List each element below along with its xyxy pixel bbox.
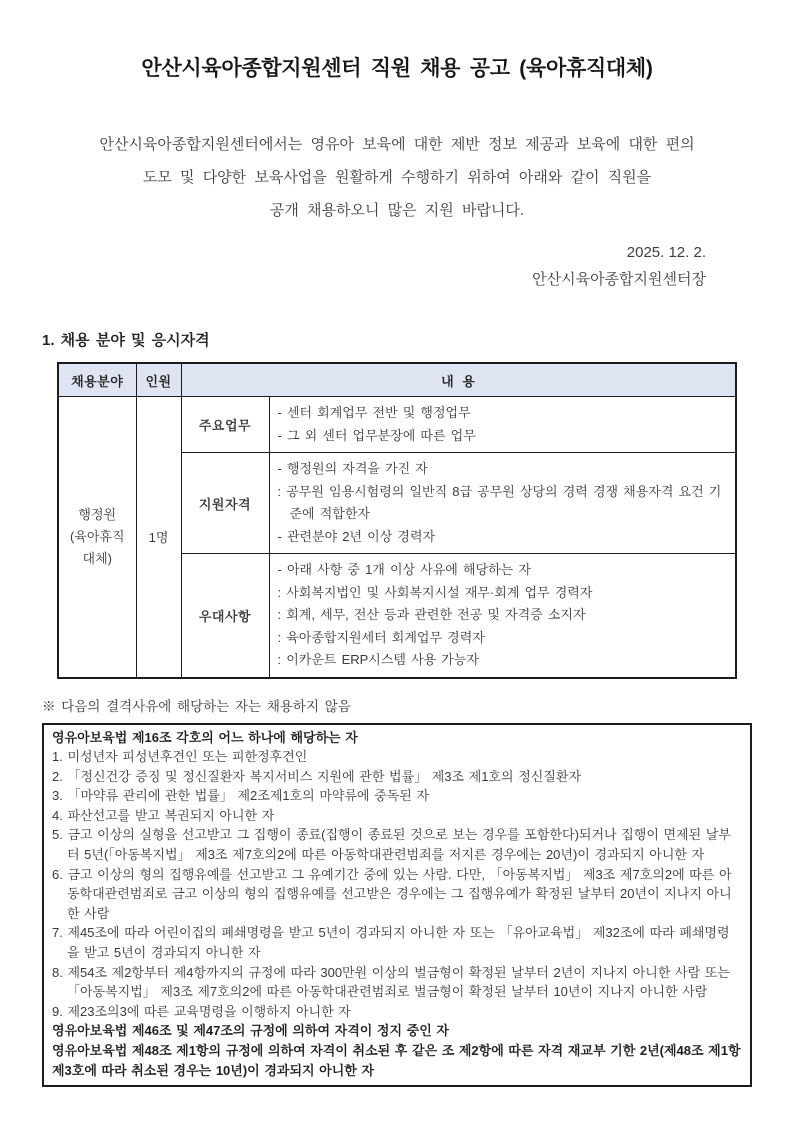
recruitment-table <box>57 362 737 679</box>
content-line: - 관련분야 2년 이상 경력자 <box>277 528 436 544</box>
document-title: 안산시육아종합지원센터 직원 채용 공고 (육아휴직대체) <box>141 57 653 80</box>
date-signature-block <box>42 239 752 293</box>
disqualification-box <box>42 723 752 1088</box>
disqualification-note: ※ 다음의 결격사유에 해당하는 자는 채용하지 않음 <box>42 698 351 714</box>
box-item: 6. 금고 이상의 형의 집행유예를 선고받고 그 유예기간 중에 있는 사람. 다만, 「아동복지법」 제3조 제7호의2에 따른 아동학대관련범죄로 금고 이상의 형의 집행유예를 선고받은 경우에는 그 집행유예가 확정된 날부터 20년이 지나지 아니한 사람 <box>52 866 732 921</box>
box-item: 4. 파산선고를 받고 복권되지 아니한 자 <box>52 807 275 823</box>
content-line: - 그 외 센터 업무분장에 따른 업무 <box>277 427 476 443</box>
content-line: : 공무원 임용시험령의 일반직 8급 공무원 상당의 경력 경쟁 채용자격 요건 기준에 적합한자 <box>277 483 722 521</box>
count-cell: 1명 <box>136 397 181 678</box>
section-heading: 1. 채용 분야 및 응시자격 <box>42 332 210 349</box>
content-preference <box>269 554 736 678</box>
announcement-date: 2025. 12. 2. <box>626 244 706 261</box>
box-item: 영유아보육법 제16조 각호의 어느 하나에 해당하는 자 <box>52 729 358 745</box>
signer-title: 안산시육아종합지원센터장 <box>532 271 706 288</box>
field-cell <box>58 397 136 678</box>
box-item: 2. 「정신건강 증징 및 정신질환자 복지서비스 지원에 관한 법률」 제3조 제1호의 정신질환자 <box>52 768 582 784</box>
box-item: 3. 「마약류 관리에 관한 법률」 제2조제1호의 마약류에 중독된 자 <box>52 788 430 804</box>
header-field: 채용분야 <box>58 363 136 397</box>
box-item: 5. 금고 이상의 실형을 선고받고 그 집행이 종료(집행이 종료된 것으로 보는 경우를 포함한다)되거나 집행이 면제된 날부터 5년(「아동복지법」 제3조 제7호의2에 따른 아동학대관련범죄를 저지른 경우에는 20년)이 경과되지 아니한 자 <box>52 827 731 863</box>
header-content: 내 용 <box>181 363 736 397</box>
box-item: 영유아보육법 제46조 및 제47조의 규정에 의하여 자격이 정지 중인 자 <box>52 1023 449 1039</box>
row-label-qualification: 지원자격 <box>181 453 269 554</box>
content-line: - 행정원의 자격을 가진 자 <box>277 461 428 476</box>
field-line: 대체) <box>82 550 112 566</box>
box-item: 8. 제54조 제2항부터 제4항까지의 규정에 따라 300만원 이상의 벌금형이 확정된 날부터 2년이 지나지 아니한 사람 또는 「아동복지법」 제3조 제7호의2에 따른 아동학대관련범죄로 벌금형이 확정된 날부터 10년이 지나지 아니한 사람 <box>52 964 730 1000</box>
intro-paragraph <box>42 128 752 227</box>
header-count: 인원 <box>136 363 181 397</box>
content-qualification <box>269 453 736 554</box>
intro-line: 안산시육아종합지원센터에서는 영유아 보육에 대한 제반 정보 제공과 보육에 대한 편의 <box>99 136 695 153</box>
content-line: : 이카운트 ERP시스템 사용 가능자 <box>277 652 479 667</box>
content-line: : 사회복지법인 및 사회복지시설 재무·회계 업무 경력자 <box>277 584 593 600</box>
field-line: 행정원 <box>78 506 117 522</box>
content-line: - 아래 사항 중 1개 이상 사유에 해당하는 자 <box>277 562 531 577</box>
table-row <box>58 397 736 453</box>
content-line: : 회계, 세무, 전산 등과 관련한 전공 및 자격증 소지자 <box>277 607 586 622</box>
field-line: (육아휴직 <box>69 528 125 544</box>
box-item: 1. 미성년자 피성년후견인 또는 피한정후견인 <box>52 749 308 765</box>
table-header-row <box>58 363 736 397</box>
box-item: 7. 제45조에 따라 어린이집의 폐쇄명령을 받고 5년이 경과되지 아니한 자 또는 「유아교육법」 제32조에 따라 폐쇄명령을 받고 5년이 경과되지 아니한 자 <box>52 925 730 961</box>
content-line: : 육아종합지원세터 회계업무 경력자 <box>277 629 485 645</box>
content-line: - 센터 회계업무 전반 및 행정업무 <box>277 405 471 420</box>
box-item: 영유아보육법 제48조 제1항의 규정에 의하여 자격이 취소된 후 같은 조 제2항에 따른 자격 재교부 기한 2년(제48조 제1항 제3호에 따라 취소된 경우는 10년)이 경과되지 아니한 자 <box>52 1043 741 1078</box>
content-main-duty <box>269 397 736 453</box>
intro-line: 도모 및 다양한 보육사업을 원활하게 수행하기 위하여 아래와 같이 직원을 <box>142 169 652 186</box>
intro-line: 공개 채용하오니 많은 지원 바랍니다. <box>269 202 525 219</box>
row-label-main-duty: 주요업무 <box>181 397 269 453</box>
row-label-preference: 우대사항 <box>181 554 269 678</box>
box-item: 9. 제23조의3에 따른 교육명령을 이행하지 아니한 자 <box>52 1003 351 1019</box>
